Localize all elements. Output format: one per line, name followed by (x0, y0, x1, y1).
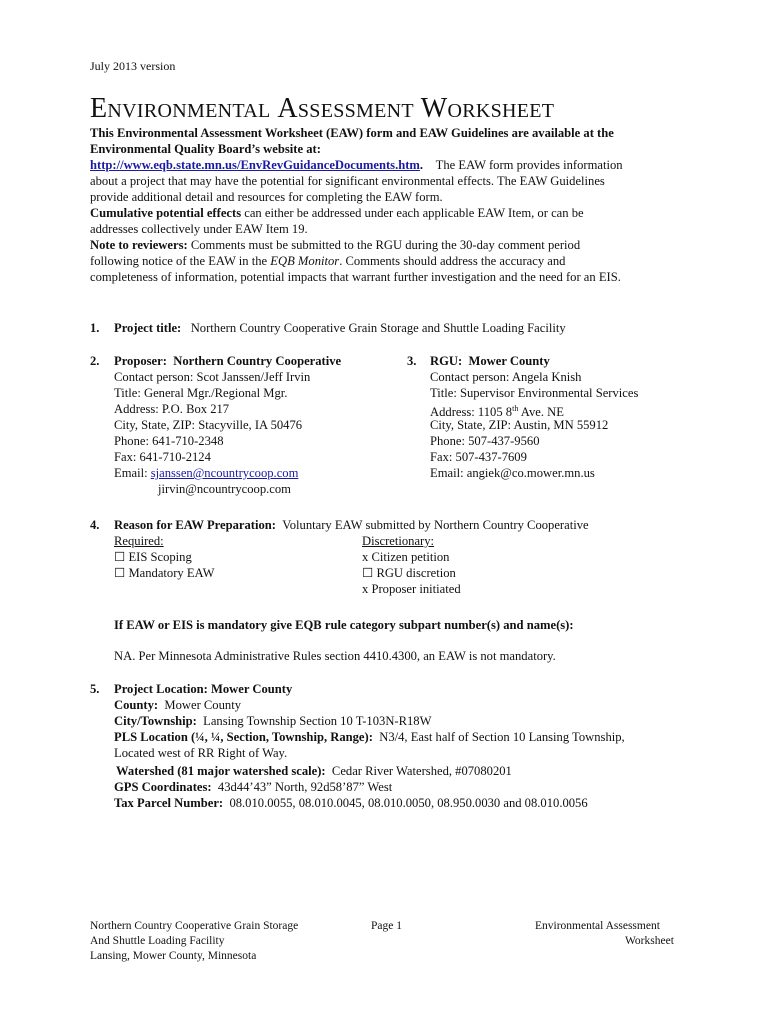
note-to-reviewers: Note to reviewers: Comments must be submitted to the RGU during the 30-day comment period (90, 238, 581, 252)
eqb-guidance-link[interactable]: http://www.eqb.state.mn.us/EnvRevGuidanceDocuments.htm (90, 158, 420, 172)
note-line-3: completeness of information, potential impacts that warrant further investigation and the need for an EIS. (90, 270, 621, 284)
required-label: Required: (114, 534, 164, 548)
rgu-address: Address: 1105 8th Ave. NE (430, 404, 564, 420)
rgu-email: Email: angiek@co.mower.mn.us (430, 466, 595, 480)
footer-left-2: And Shuttle Loading Facility (90, 935, 225, 947)
cumulative-effects-text: Cumulative potential effects can either be addressed under each applicable EAW Item, or can be (90, 206, 584, 220)
proposer-title: Title: General Mgr./Regional Mgr. (114, 386, 288, 400)
checkbox-rgu-discretion: ☐ RGU discretion (362, 566, 456, 580)
proposer-address: Address: P.O. Box 217 (114, 402, 230, 416)
rgu-fax: Fax: 507-437-7609 (430, 450, 527, 464)
rgu-city: City, State, ZIP: Austin, MN 55912 (430, 418, 609, 432)
gps-row: GPS Coordinates: 43d44’43” North, 92d58’87” West (114, 780, 393, 794)
checkbox-mandatory-eaw: ☐ Mandatory EAW (114, 566, 215, 580)
discretionary-label: Discretionary: (362, 534, 435, 548)
pls-location-row-2: Located west of RR Right of Way. (114, 746, 288, 760)
footer-left-1: Northern Country Cooperative Grain Storage (90, 920, 299, 932)
proposer-contact: Contact person: Scot Janssen/Jeff Irvin (114, 370, 311, 384)
intro-line-5: provide additional detail and resources for completing the EAW form. (90, 190, 443, 204)
page-title: ENVIRONMENTAL ASSESSMENT WORKSHEET (90, 93, 555, 124)
county-row: County: Mower County (114, 698, 241, 712)
proposer-email-2: jirvin@ncountrycoop.com (158, 482, 291, 496)
city-township-row: City/Township: Lansing Township Section 10 T-103N-R18W (114, 714, 432, 728)
note-line-2: following notice of the EAW in the EQB Monitor. Comments should address the accuracy and (90, 254, 566, 268)
footer-right-1: Environmental Assessment (535, 920, 660, 932)
page-number: Page 1 (371, 920, 402, 932)
intro-line-4: about a project that may have the potential for significant environmental effects. The EAW Guidelines (90, 174, 605, 188)
proposer-fax: Fax: 641-710-2124 (114, 450, 211, 464)
checkbox-eis-scoping: ☐ EIS Scoping (114, 550, 192, 564)
watershed-row: Watershed (81 major watershed scale): Cedar River Watershed, #07080201 (116, 764, 512, 778)
intro-line-2: Environmental Quality Board’s website at: (90, 142, 321, 156)
version-label: July 2013 version (90, 59, 176, 73)
project-title-value: Northern Country Cooperative Grain Storage and Shuttle Loading Facility (190, 321, 566, 335)
cumulative-effects-line-2: addresses collectively under EAW Item 19. (90, 222, 308, 236)
checkbox-citizen-petition: x Citizen petition (362, 550, 450, 564)
footer-right-2: Worksheet (625, 935, 674, 947)
intro-line-1: This Environmental Assessment Worksheet (EAW) form and EAW Guidelines are available at the (90, 126, 614, 140)
proposer-city: City, State, ZIP: Stacyville, IA 50476 (114, 418, 303, 432)
checkbox-proposer-initiated: x Proposer initiated (362, 582, 461, 596)
mandatory-question: If EAW or EIS is mandatory give EQB rule category subpart number(s) and name(s): (114, 618, 574, 632)
rgu-contact: Contact person: Angela Knish (430, 370, 582, 384)
proposer-phone: Phone: 641-710-2348 (114, 434, 224, 448)
rgu-phone: Phone: 507-437-9560 (430, 434, 540, 448)
pls-location-row: PLS Location (¼, ¼, Section, Township, Range): N3/4, East half of Section 10 Lansing Township, (114, 730, 625, 744)
mandatory-answer: NA. Per Minnesota Administrative Rules section 4410.4300, an EAW is not mandatory. (114, 649, 556, 663)
intro-line-3: The EAW form provides information (435, 158, 623, 172)
project-title-label: Project title: (114, 321, 182, 335)
proposer-email-link[interactable]: sjanssen@ncountrycoop.com (150, 466, 299, 480)
footer-left-3: Lansing, Mower County, Minnesota (90, 950, 257, 962)
rgu-title: Title: Supervisor Environmental Services (430, 386, 639, 400)
tax-parcel-row: Tax Parcel Number: 08.010.0055, 08.010.0045, 08.010.0050, 08.950.0030 and 08.010.0056 (114, 796, 588, 810)
